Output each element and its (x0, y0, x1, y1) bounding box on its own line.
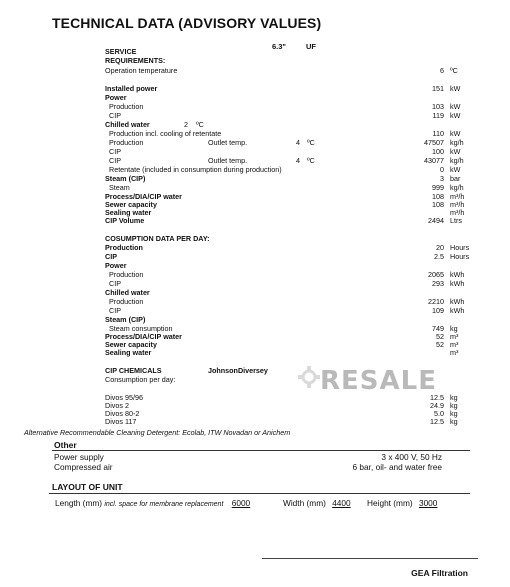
row-cons-chilled-cip: CIP 109 kWh (109, 306, 465, 315)
row-sewer-capacity: Sewer capacity 108 m³/h (105, 200, 465, 209)
row-cons-cip: CIP 2.5 Hours (105, 252, 470, 261)
footer-divider (262, 558, 478, 559)
row-chilled-production: Production Outlet temp. 4 ºC 47507 kg/h (109, 138, 464, 147)
other-divider (52, 450, 470, 451)
row-chilled-water: Chilled water 2 ºC (105, 120, 204, 129)
length-value: 6000 (231, 498, 251, 508)
chemicals-per-day: Consumption per day: (105, 375, 176, 384)
row-chilled-retentate: Production incl. cooling of retentate 110 kW (109, 129, 461, 138)
row-sealing-water: Sealing water m³/h (105, 208, 465, 217)
row-power-cip: CIP 119 kW (109, 111, 461, 120)
cons-steam-heading: Steam (CIP) (105, 315, 146, 324)
chemical-row: Divos 80-2 5.0 kg (105, 409, 458, 418)
row-cons-sewer: Sewer capacity 52 m³ (105, 340, 459, 349)
chemical-supplier: JohnsonDiversey (208, 366, 268, 375)
row-installed-power: Installed power 151 kW (105, 84, 461, 93)
row-cons-sealing: Sealing water m³ (105, 348, 459, 357)
row-cons-chilled-production: Production 2210 kWh (109, 297, 465, 306)
chemical-row: Divos 2 24.9 kg (105, 401, 458, 410)
chemical-row: Divos 95/96 12.5 kg (105, 393, 458, 402)
cons-chilled-heading: Chilled water (105, 288, 150, 297)
other-heading: Other (54, 440, 77, 450)
compressed-air-value: 6 bar, oil- and water free (352, 462, 442, 472)
row-steam: Steam 999 kg/h (109, 183, 464, 192)
consumption-heading: COSUMPTION DATA PER DAY: (105, 234, 210, 243)
width-value: 4400 (332, 498, 351, 508)
power-heading: Power (105, 93, 127, 102)
cons-power-heading: Power (105, 261, 127, 270)
detergent-note: Alternative Recommendable Cleaning Detergent: Ecolab, ITW Novadan or Anichem (24, 428, 291, 437)
row-cons-production: Production 20 Hours (105, 243, 470, 252)
layout-heading: LAYOUT OF UNIT (52, 482, 123, 492)
page-title: TECHNICAL DATA (ADVISORY VALUES) (52, 15, 322, 31)
power-supply-label: Power supply (54, 452, 104, 462)
compressed-air-label: Compressed air (54, 462, 113, 472)
row-chemicals-heading: CIP CHEMICALS JohnsonDiversey (105, 366, 268, 375)
width-row: Width (mm) 4400 (283, 498, 351, 508)
row-process-water: Process/DIA/CIP water 108 m³/h (105, 192, 465, 201)
row-chilled-cip-kgh: CIP Outlet temp. 4 ºC 43077 kg/h (109, 156, 464, 165)
model-size: 6.3" (272, 42, 286, 51)
power-supply-value: 3 x 400 V, 50 Hz (381, 452, 442, 462)
row-power-production: Production 103 kW (109, 102, 461, 111)
service-heading-2: REQUIREMENTS: (105, 56, 166, 65)
service-heading: SERVICE (105, 47, 137, 56)
filtration-type: UF (306, 42, 316, 51)
row-cons-steam: Steam consumption 749 kg (109, 324, 458, 333)
row-cons-power-production: Production 2065 kWh (109, 270, 465, 279)
row-retentate: Retentate (included in consumption during production) 0 kW (109, 165, 461, 174)
row-cip-volume: CIP Volume 2494 Ltrs (105, 216, 462, 225)
row-steam-cip: Steam (CIP) 3 bar (105, 174, 461, 183)
height-row: Height (mm) 3000 (367, 498, 438, 508)
row-chilled-cip-kw: CIP 100 kW (109, 147, 461, 156)
row-cons-process-water: Process/DIA/CIP water 52 m³ (105, 332, 459, 341)
height-value: 3000 (418, 498, 438, 508)
row-cons-power-cip: CIP 293 kWh (109, 279, 465, 288)
layout-divider (49, 493, 470, 494)
row-operation-temp: Operation temperature 6 ºC (105, 66, 458, 75)
resale-watermark: RESALE (320, 366, 437, 396)
footer-brand: GEA Filtration (411, 568, 468, 578)
length-row: Length (mm) incl. space for membrane replacement 6000 (55, 498, 251, 508)
chemical-row: Divos 117 12.5 kg (105, 417, 458, 426)
